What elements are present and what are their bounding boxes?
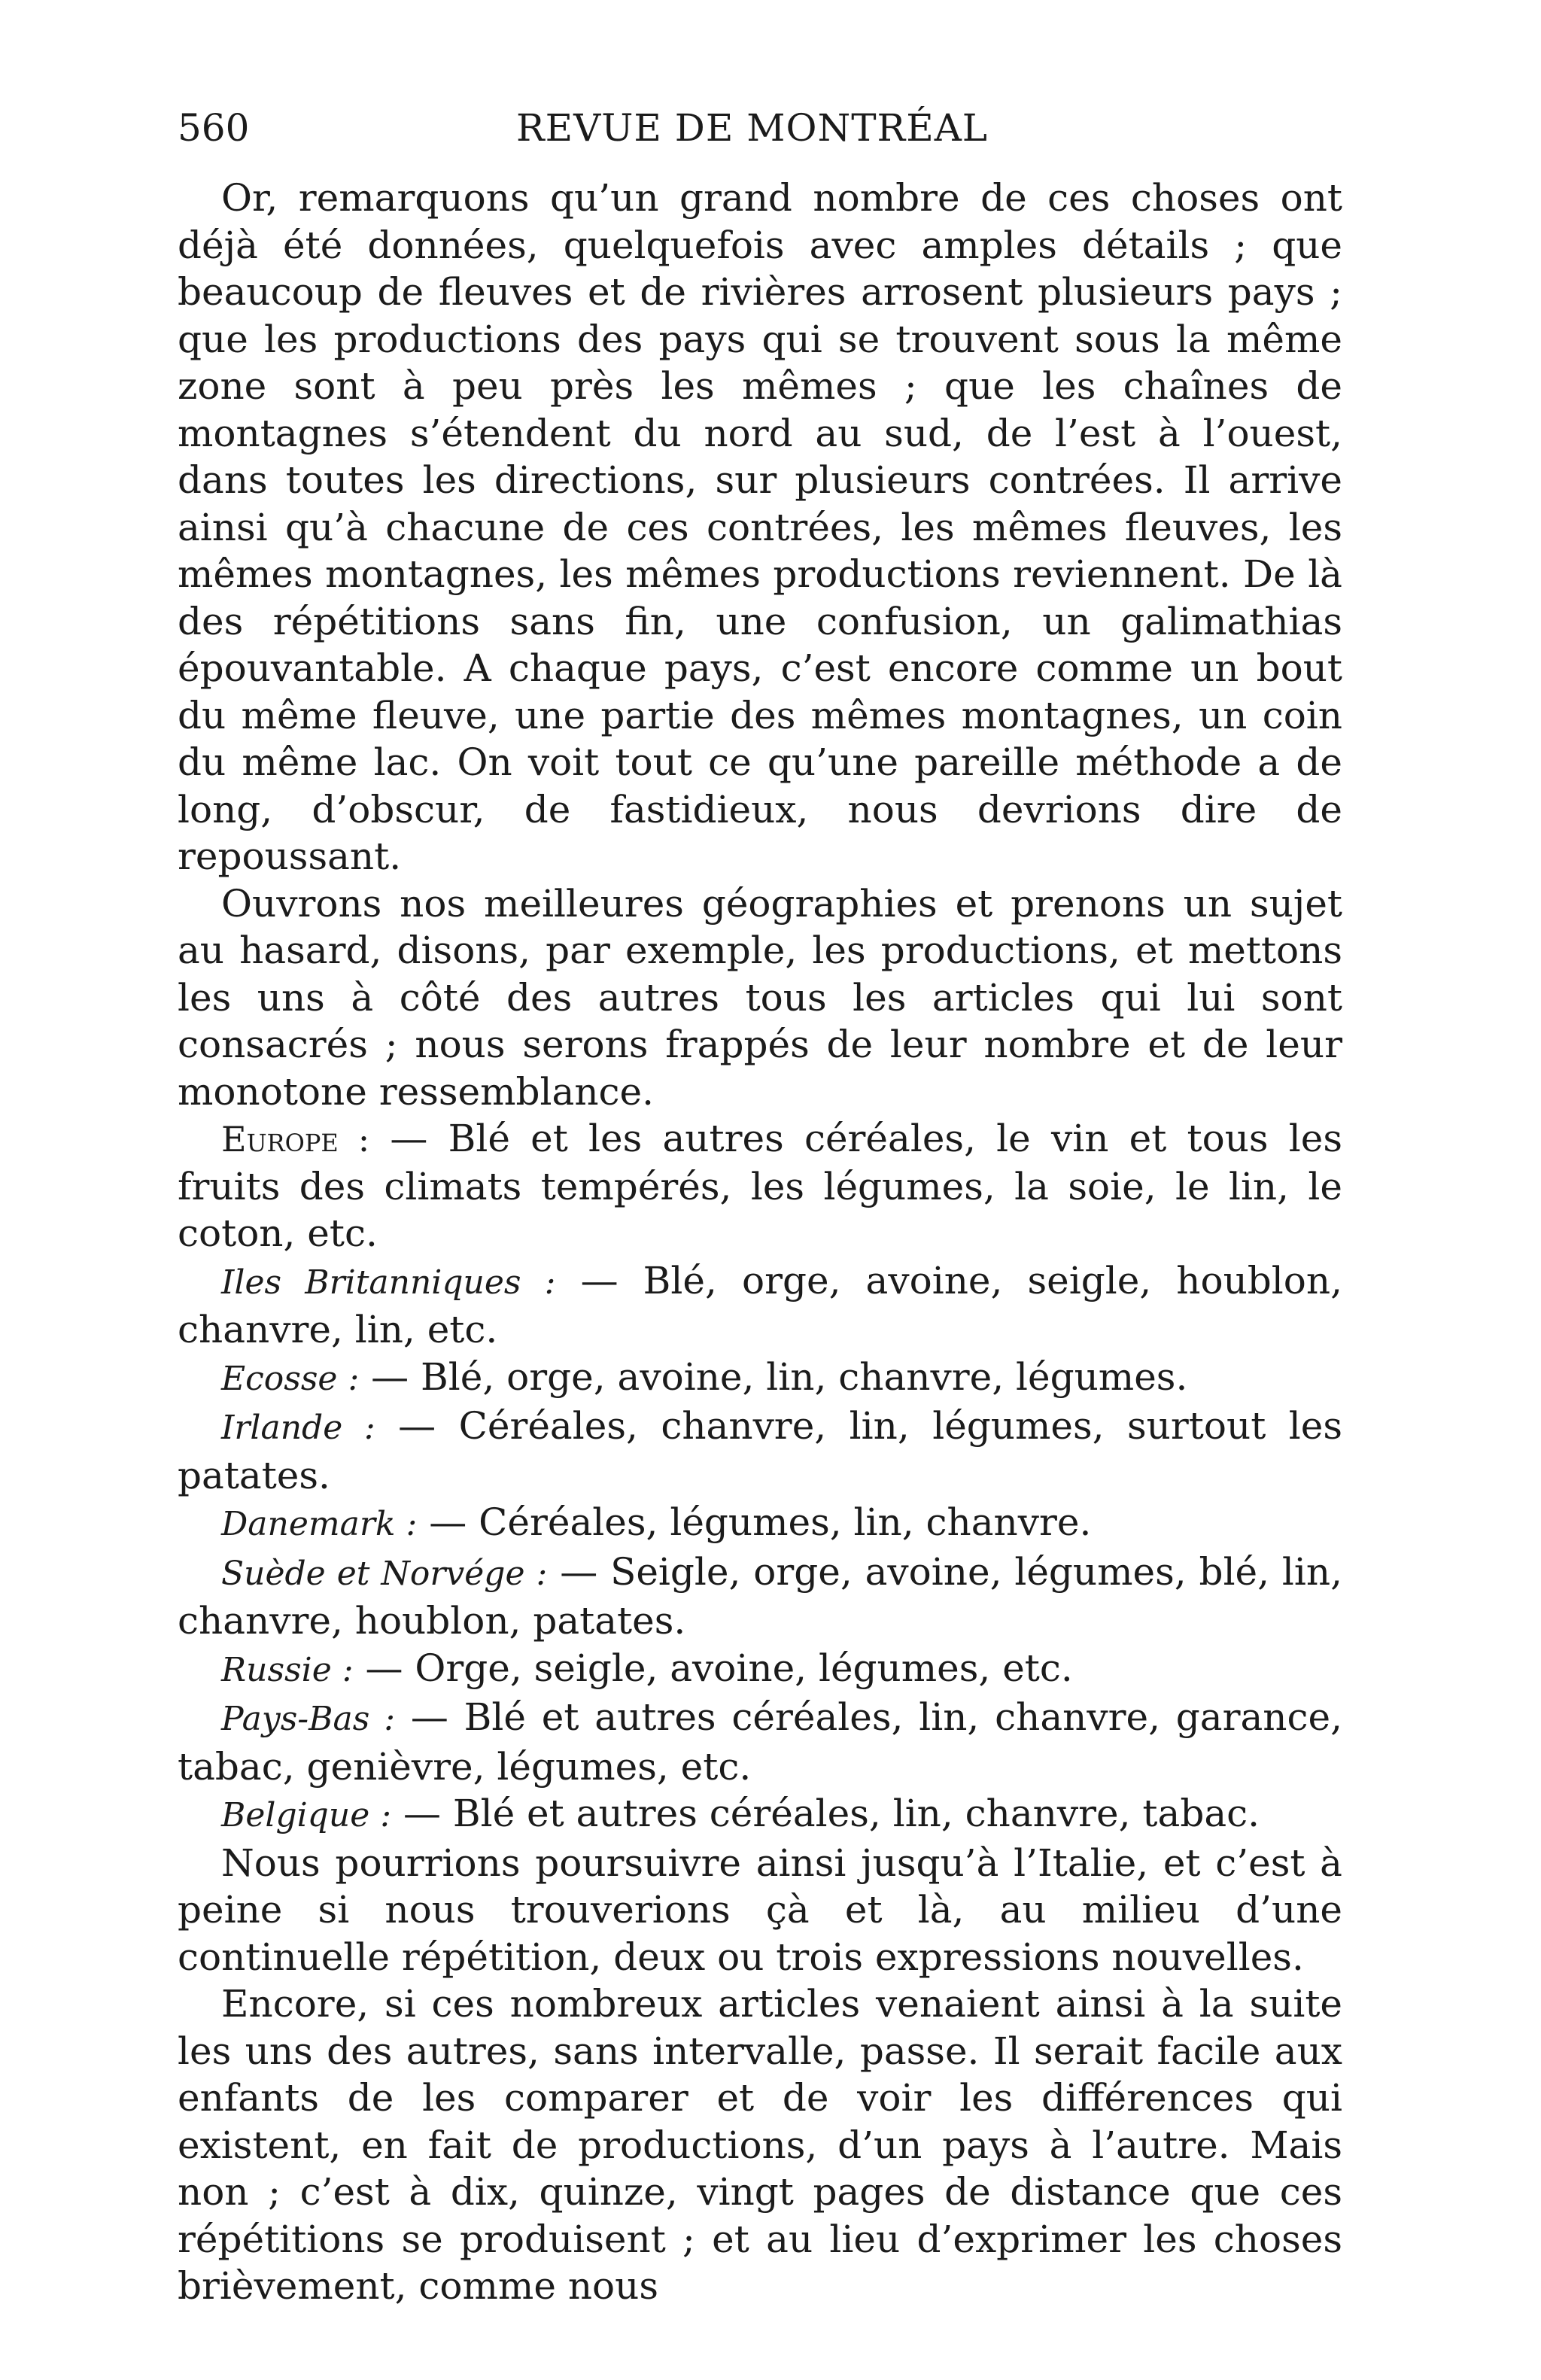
entry-text: — Céréales, chanvre, lin, légumes, surtout les patates. — [178, 1404, 1342, 1497]
entry-text: — Blé et autres céréales, lin, chanvre, tabac. — [391, 1792, 1260, 1835]
entry-label: Iles Britanniques : — [221, 1263, 556, 1302]
entry-europe — [178, 1115, 1342, 1257]
paragraph-italie: Nous pourrions poursuivre ainsi jusqu’à l’Italie, et c’est à peine si nous trouverions çà et là, au milieu d’une continuelle répétition, deux ou trois expressions nouvelles. — [178, 1840, 1342, 1979]
entry-danemark — [178, 1499, 1342, 1549]
entry-pays-bas — [178, 1694, 1342, 1790]
page-number: 560 — [178, 106, 250, 150]
paragraph-articles: Encore, si ces nombreux articles venaient ainsi à la suite les uns des autres, sans intervalle, passe. Il serait facile aux enfants de les comparer et de voir les différences qui existent, en fait de productions, d’un pays à l’autre. Mais non ; c’est à dix, quinze, vingt pages de distance que ces répétitions se produisent ; et au lieu d’exprimer les choses brièvement, comme nous — [178, 1982, 1342, 2308]
entry-text: — Blé, orge, avoine, seigle, houblon, chanvre, lin, etc. — [178, 1258, 1342, 1351]
paragraph-repetitions: Or, remarquons qu’un grand nombre de ces choses ont déjà été données, quelquefois avec amples détails ; que beaucoup de fleuves et de rivières arrosent plusieurs pays ; que les productions des pays qui se trouvent sous la même zone sont à peu près les mêmes ; que les chaînes de montagnes s’étendent du nord au sud, de l’est à l’ouest, dans toutes les directions, sur plusieurs contrées. Il arrive ainsi qu’à chacune de ces contrées, les mêmes fleuves, les mêmes montagnes, les mêmes productions reviennent. De là des répétitions sans fin, une confusion, un galimathias épouvantable. A chaque pays, c’est encore comme un bout du même fleuve, une partie des mêmes montagnes, un coin du même lac. On voit tout ce qu’une pareille méthode a de long, d’obscur, de fastidieux, nous devrions dire de repoussant. — [178, 176, 1342, 878]
entry-belgique — [178, 1790, 1342, 1840]
entry-text: — Seigle, orge, avoine, légumes, blé, lin, chanvre, houblon, patates. — [178, 1549, 1342, 1643]
entry-ecosse — [178, 1354, 1342, 1403]
entry-text: — Blé, orge, avoine, lin, chanvre, légumes. — [359, 1354, 1188, 1399]
entry-text: — Blé et les autres céréales, le vin et tous les fruits des climats tempérés, les légumes, la soie, le lin, le coton, etc. — [178, 1117, 1342, 1255]
paragraph-geographies: Ouvrons nos meilleures géographies et prenons un sujet au hasard, disons, par exemple, les productions, et mettons les uns à côté des autres tous les articles qui lui sont consacrés ; nous serons frappés de leur nombre et de leur monotone ressemblance. — [178, 881, 1342, 1114]
entry-label: Europe : — [221, 1119, 370, 1160]
journal-title: REVUE DE MONTRÉAL — [516, 106, 989, 150]
entry-label: Russie : — [221, 1650, 354, 1689]
running-header — [178, 98, 1344, 158]
entry-irlande — [178, 1403, 1342, 1499]
entry-label: Danemark : — [221, 1505, 418, 1543]
entry-label: Belgique : — [221, 1796, 392, 1834]
entry-russie — [178, 1645, 1342, 1695]
entry-text: — Orge, seigle, avoine, légumes, etc. — [353, 1646, 1073, 1690]
entry-iles-britanniques — [178, 1257, 1342, 1354]
entry-label: Irlande : — [221, 1409, 375, 1447]
entry-label: Pays-Bas : — [221, 1700, 396, 1738]
entry-text: — Céréales, légumes, lin, chanvre. — [417, 1500, 1092, 1544]
entry-label: Ecosse : — [221, 1359, 360, 1398]
body-text — [178, 175, 1342, 2310]
entry-suede-norvege — [178, 1549, 1342, 1645]
entry-text: — Blé et autres céréales, lin, chanvre, garance, tabac, genièvre, légumes, etc. — [178, 1695, 1342, 1789]
entry-label: Suède et Norvége : — [221, 1554, 548, 1593]
